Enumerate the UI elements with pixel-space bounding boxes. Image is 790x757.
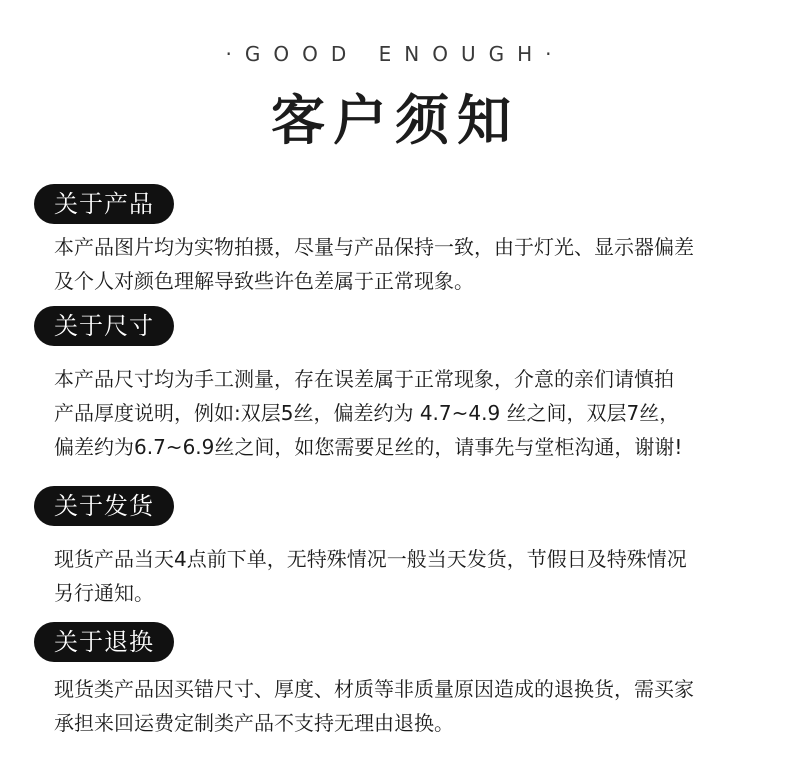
- text-line: 承担来回运费定制类产品不支持无理由退换。: [54, 711, 454, 735]
- text-line: 偏差约为6.7~6.9丝之间，如您需要足丝的，请事先与堂柜沟通，谢谢!: [54, 435, 683, 459]
- text-line: 另行通知。: [54, 581, 154, 605]
- section-heading-returns: 关于退换: [34, 622, 174, 662]
- text-line: 及个人对颜色理解导致些许色差属于正常现象。: [54, 269, 474, 293]
- text-line: 本产品尺寸均为手工测量，存在误差属于正常现象，介意的亲们请慎拍: [54, 367, 674, 391]
- section-heading-size: 关于尺寸: [34, 306, 174, 346]
- section-text-size: [54, 362, 764, 464]
- page-title: 客户须知: [271, 89, 519, 152]
- text-line: 本产品图片均为实物拍摄，尽量与产品保持一致，由于灯光、显示器偏差: [54, 235, 694, 259]
- section-heading-product: 关于产品: [34, 184, 174, 224]
- text-line: 产品厚度说明，例如:双层5丝，偏差约为 4.7~4.9 丝之间，双层7丝，: [54, 401, 680, 425]
- section-text-returns: [54, 672, 764, 740]
- section-text-product: [54, 230, 764, 298]
- text-line: 现货产品当天4点前下单，无特殊情况一般当天发货，节假日及特殊情况: [54, 547, 687, 571]
- text-line: 现货类产品因买错尺寸、厚度、材质等非质量原因造成的退换货，需买家: [54, 677, 694, 701]
- section-heading-shipping: 关于发货: [34, 486, 174, 526]
- section-text-shipping: [54, 542, 764, 610]
- tagline: ·GOOD ENOUGH·: [225, 42, 565, 66]
